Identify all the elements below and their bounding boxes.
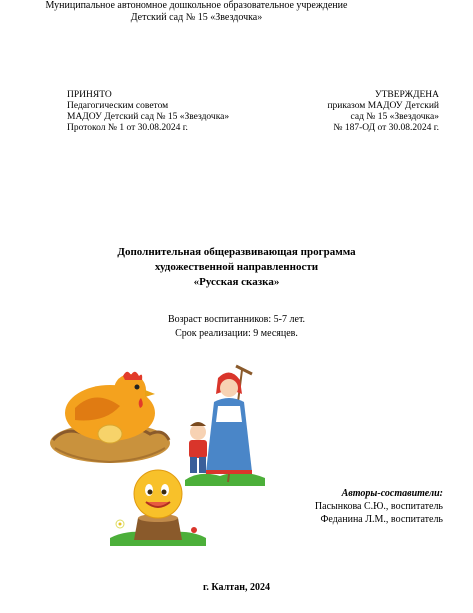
boy-shirt: [189, 440, 207, 458]
kolobok-pupil-left: [148, 490, 153, 495]
daisy-center: [119, 523, 122, 526]
program-info: [0, 313, 473, 341]
kolobok-on-stump-illustration: [108, 466, 208, 546]
author-2: Феданина Л.М., воспитатель: [320, 514, 443, 525]
hen-on-nest-illustration: [45, 368, 175, 468]
kolobok-body: [134, 470, 182, 518]
dress-hem: [206, 470, 252, 474]
program-title: [0, 245, 473, 290]
program-title-line2: художественной направленности: [154, 261, 319, 273]
accepted-organization: МАДОУ Детский сад № 15 «Звездочка»: [67, 112, 230, 122]
boy-face: [190, 424, 206, 440]
kindergarten-name: Детский сад № 15 «Звездочка»: [130, 12, 263, 23]
accepted-title: ПРИНЯТО: [67, 90, 112, 100]
organization-header: [0, 0, 393, 24]
girl-face: [220, 379, 238, 397]
approved-number: № 187-ОД от 30.08.2024 г.: [333, 123, 439, 133]
golden-egg: [98, 425, 122, 443]
approved-block: [327, 90, 439, 134]
hen-comb: [123, 372, 142, 380]
red-berry: [191, 527, 197, 533]
author-1: Пасынкова С.Ю., воспитатель: [314, 501, 443, 512]
implementation-term: Срок реализации: 9 месяцев.: [175, 328, 298, 339]
program-title-line1: Дополнительная общеразвивающая программа: [117, 246, 356, 258]
city-year: г. Калтан, 2024: [202, 582, 271, 593]
authors-heading: Авторы-составители:: [341, 488, 443, 499]
rake-head: [236, 366, 252, 374]
hen-eye: [135, 385, 140, 390]
approved-organization: сад № 15 «Звездочка»: [350, 112, 439, 122]
accepted-protocol: Протокол № 1 от 30.08.2024 г.: [67, 123, 188, 133]
girl-blouse: [216, 406, 242, 422]
accepted-council: Педагогическим советом: [67, 101, 169, 111]
authors-block: [315, 487, 443, 526]
program-title-line3: «Русская сказка»: [193, 276, 280, 288]
age-range: Возраст воспитанников: 5-7 лет.: [167, 314, 306, 325]
organization-name: Муниципальное автономное дошкольное образовательное учреждение: [45, 0, 348, 11]
boy-hair: [190, 422, 206, 426]
approved-order: приказом МАДОУ Детский: [327, 101, 439, 111]
approved-title: УТВЕРЖДЕНА: [374, 90, 439, 100]
kolobok-pupil-right: [162, 490, 167, 495]
hen-beak: [145, 390, 155, 397]
accepted-block: [67, 90, 229, 134]
